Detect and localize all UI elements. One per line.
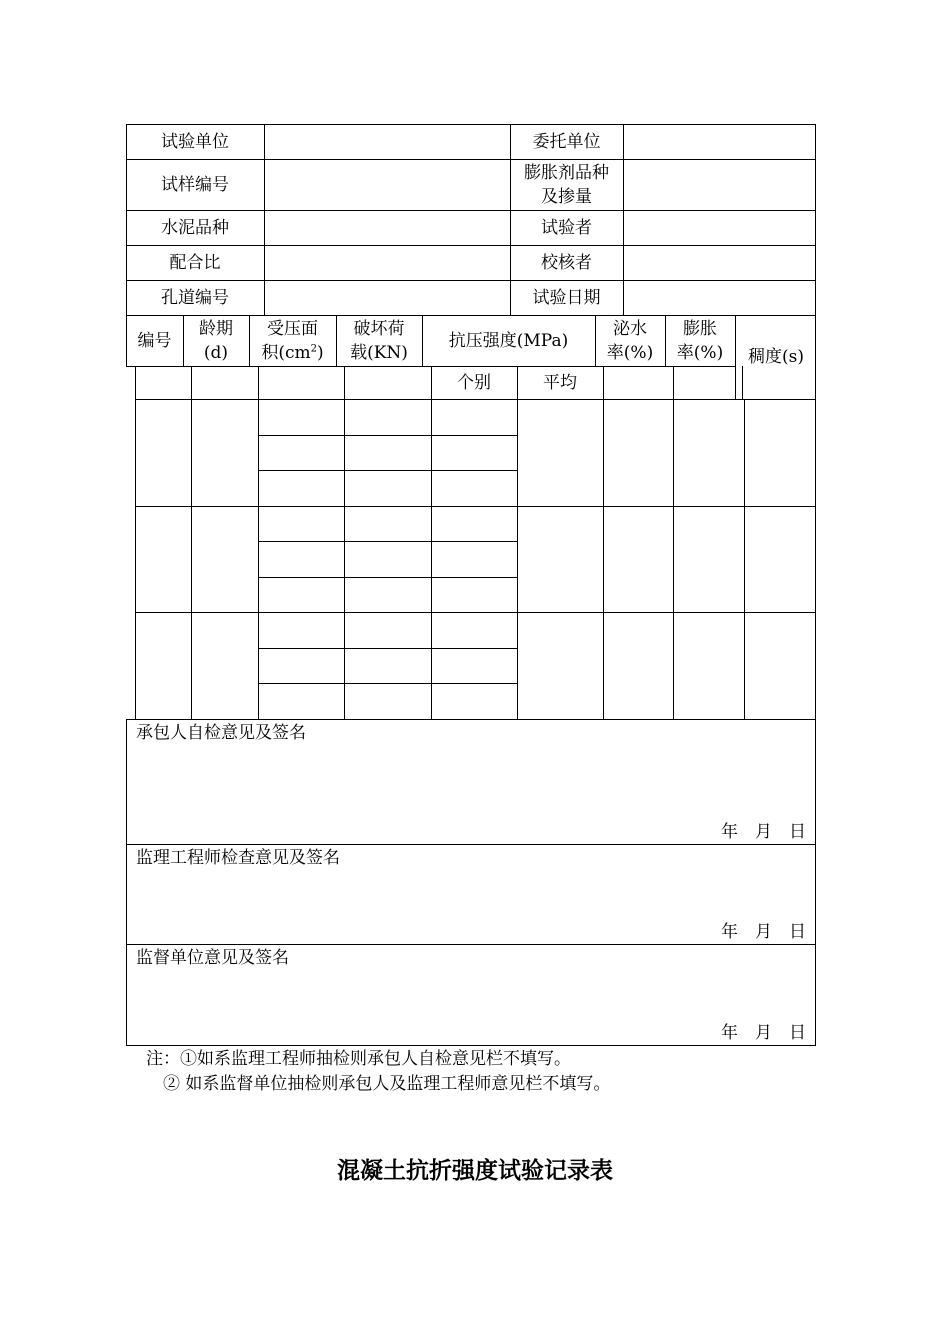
col-load: 破坏荷 <box>353 319 405 339</box>
tester-label: 试验者 <box>541 218 592 238</box>
oversight-day: 日 <box>789 1023 806 1043</box>
col-area-unit-sup: 2 <box>310 343 317 355</box>
rule <box>135 506 816 507</box>
expansion-agent-label-line2: 及掺量 <box>541 187 592 207</box>
rule <box>126 280 816 281</box>
rule <box>135 612 816 613</box>
rule <box>135 399 816 400</box>
supervisor-month: 月 <box>755 922 772 942</box>
rule <box>258 470 517 471</box>
rule <box>258 366 259 719</box>
col-bleeding-unit: 率(%) <box>606 343 654 363</box>
supervisor-day: 日 <box>789 922 806 942</box>
client-unit-label: 委托单位 <box>532 132 601 152</box>
rule <box>264 124 265 315</box>
col-strength: 抗压强度(MPa) <box>448 331 569 351</box>
supervisor-opinion-label: 监理工程师检查意见及签名 <box>136 848 340 868</box>
rule <box>815 719 816 1045</box>
col-expansion-unit: 率(%) <box>676 343 724 363</box>
rule <box>815 124 816 315</box>
channel-no-label: 孔道编号 <box>161 288 229 308</box>
rule <box>258 435 517 436</box>
rule <box>623 124 624 315</box>
col-area-unit-close: ) <box>317 343 324 363</box>
rule <box>126 315 816 316</box>
rule <box>258 577 517 578</box>
oversight-opinion-label: 监督单位意见及签名 <box>136 948 289 968</box>
rule <box>742 366 743 399</box>
col-bleeding: 泌水 <box>613 319 647 339</box>
rule <box>126 844 816 845</box>
contractor-year: 年 <box>721 822 738 842</box>
rule <box>258 541 517 542</box>
col-area: 受压面 <box>267 319 318 339</box>
note-2: ② 如系监督单位抽检则承包人及监理工程师意见栏不填写。 <box>163 1074 611 1094</box>
rule <box>126 124 816 125</box>
rule <box>126 719 127 1045</box>
rule <box>126 719 816 720</box>
rule <box>673 366 674 719</box>
col-no: 编号 <box>137 331 172 351</box>
rule <box>126 210 816 211</box>
expansion-agent-label: 膨胀剂品种 <box>524 163 609 183</box>
rule <box>126 159 816 160</box>
rule <box>431 366 432 719</box>
col-expansion: 膨胀 <box>683 319 717 339</box>
col-strength-average: 平均 <box>543 373 577 393</box>
rule <box>603 366 604 719</box>
test-unit-label: 试验单位 <box>161 132 229 152</box>
note-1: 注：①如系监理工程师抽检则承包人自检意见栏不填写。 <box>146 1049 571 1069</box>
rule <box>126 245 816 246</box>
rule <box>126 1045 816 1046</box>
mix-ratio-label: 配合比 <box>169 253 221 273</box>
rule <box>815 315 816 719</box>
rule <box>126 944 816 945</box>
col-consistency: 稠度(s) <box>748 347 804 367</box>
cement-type-label: 水泥品种 <box>161 218 229 238</box>
contractor-day: 日 <box>789 822 806 842</box>
supervisor-year: 年 <box>721 922 738 942</box>
rule <box>517 366 518 719</box>
rule <box>744 399 745 719</box>
contractor-month: 月 <box>755 822 772 842</box>
oversight-month: 月 <box>755 1023 772 1043</box>
rule <box>258 648 517 649</box>
sample-no-label: 试样编号 <box>161 175 229 195</box>
rule <box>344 366 345 719</box>
col-strength-individual: 个别 <box>457 373 491 393</box>
oversight-year: 年 <box>721 1023 738 1043</box>
rule <box>135 366 136 719</box>
col-area-unit <box>249 342 336 364</box>
col-area-unit-text: 积(cm <box>261 343 311 363</box>
checker-label: 校核者 <box>541 253 592 273</box>
rule <box>191 366 192 719</box>
next-section-title: 混凝土抗折强度试验记录表 <box>337 1157 613 1184</box>
test-date-label: 试验日期 <box>532 288 601 308</box>
col-age: 龄期 <box>199 319 233 339</box>
col-age-unit: (d) <box>203 343 229 363</box>
col-load-unit: 载(KN) <box>350 343 408 363</box>
rule <box>258 683 517 684</box>
contractor-opinion-label: 承包人自检意见及签名 <box>136 723 306 743</box>
